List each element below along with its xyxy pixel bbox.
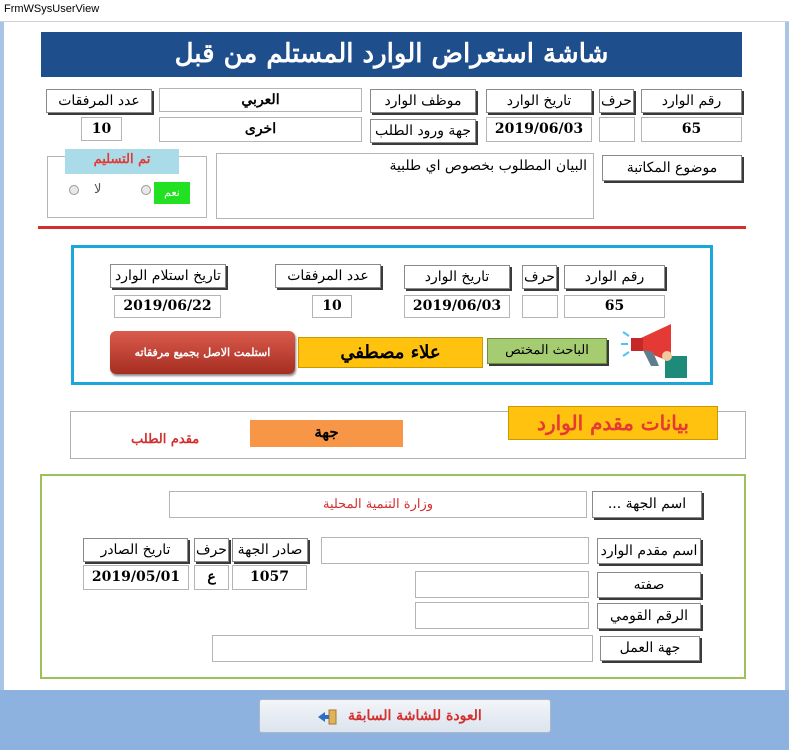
receipt-attachments-field[interactable]: 10 [312,295,352,318]
letter-field[interactable] [599,117,635,142]
no-radio[interactable] [69,185,79,195]
entity-outgoing-label: صادر الجهة [232,538,308,562]
receipt-date-label: تاريخ استلام الوارد [110,264,226,288]
attachments-count-label: عدد المرفقات [46,89,152,113]
entity-name-label: اسم الجهة ... [592,491,702,518]
outgoing-letter-label: حرف [194,538,229,562]
incoming-no-field[interactable]: 65 [641,117,742,142]
outgoing-letter-field[interactable]: ع [194,565,229,590]
receipt-incoming-date-label: تاريخ الوارد [404,265,510,289]
national-id-field[interactable] [415,602,589,629]
receipt-incoming-no-label: رقم الوارد [564,265,665,289]
entity-name-field[interactable]: وزارة التنمية المحلية [169,491,587,518]
back-arrow-icon [316,709,338,725]
yes-radio[interactable] [141,185,151,195]
megaphone-icon [619,316,689,380]
capacity-label: صفته [597,572,701,598]
receipt-incoming-date-field[interactable]: 2019/06/03 [404,295,510,318]
window-title: FrmWSysUserView [4,3,100,15]
receipt-date-field[interactable]: 2019/06/22 [114,295,221,318]
receipt-attachments-label: عدد المرفقات [275,264,381,288]
incoming-no-label: رقم الوارد [641,89,742,113]
letter-label: حرف [599,89,634,113]
separator-line [38,226,746,229]
outgoing-date-field[interactable]: 2019/05/01 [83,565,189,590]
applicant-type-field: جهة [250,420,403,447]
subject-label: موضوع المكاتبة [602,155,742,181]
applicant-section-title: بيانات مقدم الوارد [508,406,718,440]
page-title: شاشة استعراض الوارد المستلم من قبل [41,32,742,77]
no-radio-label: لا [94,182,102,197]
yes-radio-label: نعم [154,182,190,204]
outgoing-date-label: تاريخ الصادر [83,538,188,562]
applicant-name-label: اسم مقدم الوارد [597,538,701,564]
receipt-letter-field[interactable] [522,295,558,318]
researcher-label: الباحث المختص [487,338,607,364]
received-original-button[interactable]: استلمت الاصل بجميع مرفقاته [110,331,295,374]
subject-field[interactable]: البيان المطلوب بخصوص اي طلبية [216,153,594,219]
receipt-incoming-no-field[interactable]: 65 [564,295,665,318]
entity-outgoing-field[interactable]: 1057 [232,565,307,590]
capacity-field[interactable] [415,571,589,598]
back-button-label: العودة للشاشة السابقة [348,708,482,724]
workplace-field[interactable] [212,635,593,662]
workplace-label: جهة العمل [600,636,700,661]
title-bar [0,0,789,22]
request-source-field[interactable]: اخرى [159,117,362,142]
receipt-letter-label: حرف [522,265,557,289]
delivered-title: تم التسليم [65,149,179,174]
researcher-name-field: علاء مصطفي [298,337,483,368]
request-source-label: جهة ورود الطلب [370,119,476,143]
national-id-label: الرقم القومي [597,603,701,629]
incoming-date-label: تاريخ الوارد [486,89,592,113]
employee-name-field[interactable]: العربي [159,88,362,112]
applicant-label: مقدم الطلب [131,432,200,447]
incoming-employee-label: موظف الوارد [370,89,476,113]
applicant-name-field[interactable] [321,537,589,564]
incoming-date-field[interactable]: 2019/06/03 [486,117,592,142]
attachments-count-field[interactable]: 10 [81,117,122,141]
back-button[interactable] [259,699,551,733]
